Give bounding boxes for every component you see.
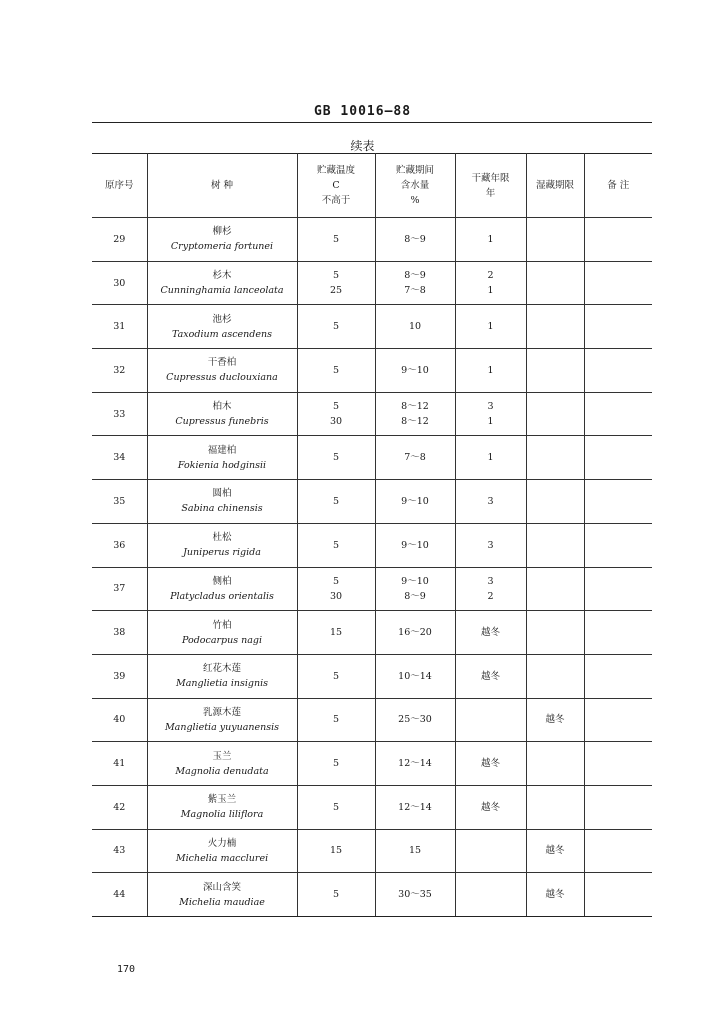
wet-period-cell — [526, 218, 584, 262]
seq-cell: 41 — [92, 742, 147, 786]
dry-years-cell — [455, 523, 526, 567]
col-header-temp-line: 不高于 — [321, 195, 351, 206]
dry-years-value: 越冬 — [480, 801, 500, 813]
temp-cell — [297, 480, 375, 524]
species-cell — [147, 305, 297, 349]
dry-years-cell — [455, 349, 526, 393]
seq-cell: 33 — [92, 392, 147, 436]
moisture-value: 10 — [408, 321, 422, 333]
dry-years-value: 1 — [487, 416, 494, 428]
temp-cell — [297, 742, 375, 786]
species-cell — [147, 785, 297, 829]
moisture-cell — [375, 654, 455, 698]
seq-cell: 30 — [92, 261, 147, 305]
seq-cell: 44 — [92, 873, 147, 917]
dry-years-value: 3 — [487, 401, 494, 413]
temp-value: 5 — [332, 452, 340, 464]
seq-cell: 32 — [92, 349, 147, 393]
species-cell — [147, 261, 297, 305]
species-latin-name: Sabina chinensis — [181, 503, 263, 515]
table-row — [92, 698, 652, 742]
table-row — [92, 654, 652, 698]
moisture-cell — [375, 218, 455, 262]
dry-years-cell — [455, 698, 526, 742]
species-cell — [147, 392, 297, 436]
species-chinese-name: 圆柏 — [212, 488, 232, 500]
dry-years-value: 1 — [487, 285, 494, 297]
dry-years-value: 3 — [487, 575, 494, 587]
table-row — [92, 611, 652, 655]
seq-cell: 38 — [92, 611, 147, 655]
wet-period-cell — [526, 785, 584, 829]
table-row — [92, 742, 652, 786]
wet-period-cell — [526, 436, 584, 480]
remark-cell — [584, 654, 652, 698]
moisture-value: 7～8 — [404, 452, 426, 464]
moisture-value: 10～14 — [398, 670, 432, 682]
header-rule — [92, 122, 652, 123]
temp-cell — [297, 873, 375, 917]
temp-value: 5 — [332, 539, 340, 551]
temp-cell — [297, 785, 375, 829]
species-latin-name: Podocarpus nagi — [181, 634, 263, 646]
wet-period-cell — [526, 567, 584, 611]
remark-cell — [584, 392, 652, 436]
table-row — [92, 305, 652, 349]
temp-value: 5 — [332, 714, 340, 726]
species-chinese-name: 红花木莲 — [202, 663, 241, 675]
standard-code: GB 10016—88 — [313, 104, 412, 119]
temp-value: 25 — [329, 285, 343, 297]
col-header-moisture — [375, 154, 455, 218]
dry-years-value: 3 — [487, 539, 494, 551]
remark-cell — [584, 436, 652, 480]
moisture-value: 25～30 — [398, 714, 432, 726]
temp-cell — [297, 829, 375, 873]
species-chinese-name: 紫玉兰 — [207, 794, 237, 806]
temp-value: 5 — [332, 364, 340, 376]
wet-period-cell — [526, 480, 584, 524]
species-chinese-name: 竹柏 — [212, 619, 232, 631]
wet-period-cell: 越冬 — [526, 698, 584, 742]
temp-value: 5 — [332, 801, 340, 813]
seed-storage-table — [92, 153, 652, 917]
wet-period-cell: 越冬 — [526, 873, 584, 917]
wet-period-cell — [526, 305, 584, 349]
dry-years-value: 1 — [487, 233, 494, 245]
species-chinese-name: 池杉 — [212, 313, 232, 325]
col-header-species: 树 种 — [147, 154, 297, 218]
moisture-cell — [375, 436, 455, 480]
remark-cell — [584, 829, 652, 873]
dry-years-cell — [455, 480, 526, 524]
moisture-cell — [375, 305, 455, 349]
dry-years-value: 越冬 — [480, 627, 500, 639]
temp-value: 30 — [329, 416, 343, 428]
species-chinese-name: 柏木 — [212, 401, 232, 413]
moisture-cell — [375, 480, 455, 524]
wet-period-cell — [526, 742, 584, 786]
species-chinese-name: 福建柏 — [207, 444, 237, 456]
species-cell — [147, 654, 297, 698]
col-header-temp — [297, 154, 375, 218]
temp-value: 5 — [332, 495, 340, 507]
seq-cell: 35 — [92, 480, 147, 524]
moisture-cell — [375, 829, 455, 873]
col-header-wet-period: 湿藏期限 — [526, 154, 584, 218]
moisture-cell — [375, 742, 455, 786]
species-latin-name: Manglietia yuyuanensis — [164, 721, 280, 733]
wet-period-cell — [526, 349, 584, 393]
table-row — [92, 829, 652, 873]
species-chinese-name: 侧柏 — [212, 575, 232, 587]
col-header-dry-line: 干藏年限 — [471, 172, 510, 184]
remark-cell — [584, 567, 652, 611]
col-header-moisture-line: 含水量 — [400, 180, 430, 191]
moisture-value: 8～12 — [401, 416, 429, 428]
species-chinese-name: 干香柏 — [207, 357, 237, 369]
species-cell — [147, 698, 297, 742]
moisture-value: 12～14 — [398, 801, 432, 813]
dry-years-value: 1 — [487, 364, 494, 376]
dry-years-cell — [455, 305, 526, 349]
temp-cell — [297, 392, 375, 436]
moisture-value: 9～10 — [401, 539, 429, 551]
wet-period-cell — [526, 392, 584, 436]
dry-years-cell — [455, 611, 526, 655]
species-latin-name: Cupressus funebris — [175, 416, 269, 428]
col-header-moisture-line: % — [410, 195, 420, 206]
temp-cell — [297, 436, 375, 480]
moisture-cell — [375, 873, 455, 917]
temp-cell — [297, 567, 375, 611]
dry-years-cell — [455, 218, 526, 262]
col-header-seq: 原序号 — [92, 154, 147, 218]
dry-years-cell — [455, 829, 526, 873]
moisture-cell — [375, 611, 455, 655]
temp-value: 5 — [332, 233, 340, 245]
species-latin-name: Cryptomeria fortunei — [170, 241, 274, 253]
moisture-value: 9～10 — [401, 495, 429, 507]
species-cell — [147, 829, 297, 873]
species-latin-name: Magnolia liliflora — [180, 809, 264, 821]
temp-value: 15 — [329, 845, 343, 857]
species-chinese-name: 火力楠 — [207, 837, 237, 849]
temp-cell — [297, 305, 375, 349]
moisture-value: 8～9 — [404, 590, 426, 602]
moisture-cell — [375, 698, 455, 742]
seq-cell: 39 — [92, 654, 147, 698]
wet-period-cell — [526, 654, 584, 698]
temp-value: 5 — [332, 270, 340, 282]
temp-cell — [297, 261, 375, 305]
col-header-moisture-line: 贮藏期间 — [395, 165, 434, 176]
dry-years-cell — [455, 392, 526, 436]
moisture-value: 8～12 — [401, 401, 429, 413]
dry-years-value: 1 — [487, 321, 494, 333]
table-row — [92, 392, 652, 436]
seq-cell: 42 — [92, 785, 147, 829]
species-latin-name: Michelia macclurei — [175, 852, 269, 864]
col-header-dry-years — [455, 154, 526, 218]
moisture-cell — [375, 785, 455, 829]
table-row — [92, 261, 652, 305]
species-latin-name: Platycladus orientalis — [170, 590, 274, 602]
temp-value: 5 — [332, 889, 340, 901]
remark-cell — [584, 785, 652, 829]
table-row — [92, 567, 652, 611]
table-row — [92, 480, 652, 524]
wet-period-cell — [526, 611, 584, 655]
remark-cell — [584, 742, 652, 786]
table-header-row — [92, 154, 652, 218]
seq-cell: 31 — [92, 305, 147, 349]
seq-cell: 43 — [92, 829, 147, 873]
col-header-remark: 备 注 — [584, 154, 652, 218]
species-latin-name: Manglietia insignis — [175, 678, 268, 690]
temp-value: 5 — [332, 575, 340, 587]
seq-cell: 34 — [92, 436, 147, 480]
moisture-value: 7～8 — [404, 285, 426, 297]
col-header-dry-line: 年 — [485, 187, 496, 199]
moisture-value: 15 — [408, 845, 422, 857]
temp-value: 5 — [332, 670, 340, 682]
moisture-cell — [375, 392, 455, 436]
moisture-cell — [375, 261, 455, 305]
table-row — [92, 218, 652, 262]
moisture-value: 9～10 — [401, 364, 429, 376]
dry-years-value: 2 — [487, 270, 494, 282]
moisture-value: 12～14 — [398, 758, 432, 770]
species-latin-name: Magnolia denudata — [175, 765, 269, 777]
dry-years-value: 2 — [487, 590, 494, 602]
species-cell — [147, 480, 297, 524]
remark-cell — [584, 523, 652, 567]
temp-cell — [297, 654, 375, 698]
moisture-value: 16～20 — [398, 627, 432, 639]
species-cell — [147, 611, 297, 655]
remark-cell — [584, 261, 652, 305]
dry-years-value: 3 — [487, 495, 494, 507]
table-row — [92, 785, 652, 829]
remark-cell — [584, 349, 652, 393]
seq-cell: 29 — [92, 218, 147, 262]
table-body — [92, 218, 652, 917]
seq-cell: 40 — [92, 698, 147, 742]
temp-cell — [297, 611, 375, 655]
moisture-cell — [375, 567, 455, 611]
remark-cell — [584, 305, 652, 349]
temp-cell — [297, 523, 375, 567]
species-cell — [147, 349, 297, 393]
species-chinese-name: 玉兰 — [212, 750, 232, 762]
species-cell — [147, 436, 297, 480]
wet-period-cell — [526, 261, 584, 305]
moisture-cell — [375, 349, 455, 393]
species-latin-name: Juniperus rigida — [183, 547, 261, 559]
dry-years-cell — [455, 873, 526, 917]
species-cell — [147, 873, 297, 917]
species-chinese-name: 柳杉 — [212, 226, 232, 238]
temp-value: 15 — [329, 627, 343, 639]
species-chinese-name: 深山含笑 — [202, 881, 241, 893]
seq-cell: 36 — [92, 523, 147, 567]
dry-years-cell — [455, 654, 526, 698]
temp-cell — [297, 218, 375, 262]
species-latin-name: Taxodium ascendens — [172, 328, 272, 340]
table-row — [92, 436, 652, 480]
table-row — [92, 873, 652, 917]
table-row — [92, 349, 652, 393]
species-latin-name: Cupressus duclouxiana — [166, 372, 278, 384]
remark-cell — [584, 218, 652, 262]
remark-cell — [584, 480, 652, 524]
temp-cell — [297, 698, 375, 742]
moisture-cell — [375, 523, 455, 567]
species-latin-name: Cunninghamia lanceolata — [160, 285, 284, 297]
species-cell — [147, 218, 297, 262]
dry-years-value: 1 — [487, 452, 494, 464]
dry-years-cell — [455, 785, 526, 829]
temp-value: 5 — [332, 321, 340, 333]
species-cell — [147, 523, 297, 567]
remark-cell — [584, 873, 652, 917]
species-latin-name: Michelia maudiae — [179, 896, 265, 908]
wet-period-cell — [526, 523, 584, 567]
page-number: 170 — [117, 964, 136, 975]
continued-label: 续表 — [350, 139, 375, 153]
temp-value: 30 — [329, 590, 343, 602]
dry-years-cell — [455, 436, 526, 480]
seq-cell: 37 — [92, 567, 147, 611]
dry-years-cell — [455, 261, 526, 305]
dry-years-value: 越冬 — [480, 758, 500, 770]
col-header-temp-line: C — [332, 180, 340, 191]
temp-value: 5 — [332, 401, 340, 413]
remark-cell — [584, 698, 652, 742]
moisture-value: 8～9 — [404, 233, 426, 245]
dry-years-value: 越冬 — [480, 670, 500, 682]
species-chinese-name: 杉木 — [212, 270, 232, 282]
species-cell — [147, 742, 297, 786]
moisture-value: 8～9 — [404, 270, 426, 282]
remark-cell — [584, 611, 652, 655]
species-latin-name: Fokienia hodginsii — [177, 459, 267, 471]
moisture-value: 9～10 — [401, 575, 429, 587]
wet-period-cell: 越冬 — [526, 829, 584, 873]
dry-years-cell — [455, 567, 526, 611]
col-header-temp-line: 贮藏温度 — [316, 165, 355, 176]
species-cell — [147, 567, 297, 611]
species-chinese-name: 杜松 — [212, 532, 232, 544]
temp-cell — [297, 349, 375, 393]
moisture-value: 30～35 — [398, 889, 432, 901]
species-chinese-name: 乳源木莲 — [202, 706, 241, 718]
dry-years-cell — [455, 742, 526, 786]
temp-value: 5 — [332, 758, 340, 770]
table-row — [92, 523, 652, 567]
